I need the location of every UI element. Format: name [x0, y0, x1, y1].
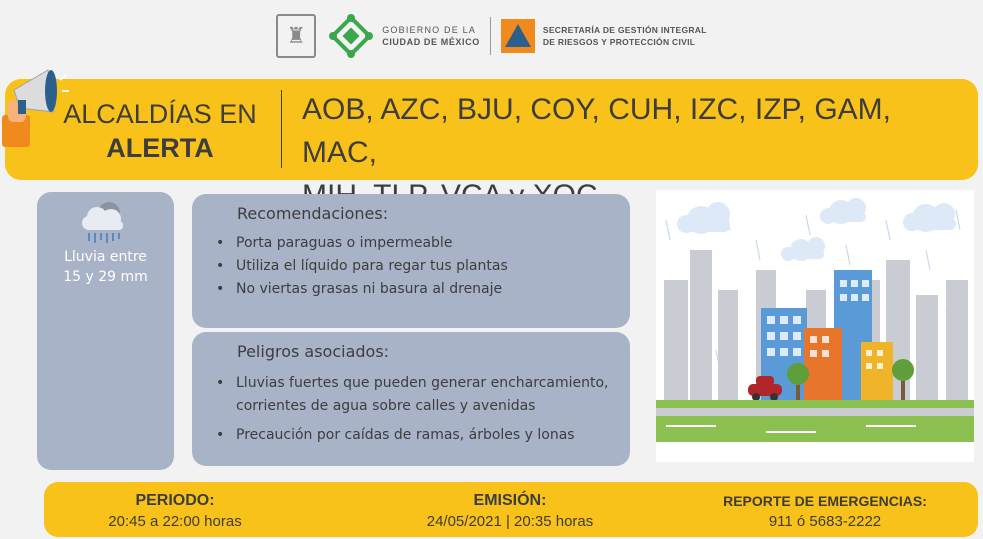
- label-line2: ALERTA: [106, 133, 214, 163]
- emision-section: [380, 490, 640, 532]
- cdmx-logo-icon: [328, 13, 374, 59]
- peligros-list: [216, 372, 626, 447]
- banner-divider: [281, 90, 282, 168]
- peligros-card: [192, 332, 630, 466]
- gobierno-line1: GOBIERNO DE LA: [382, 25, 477, 35]
- alcaldias-en-alerta-label: [60, 97, 260, 165]
- reporte-value: 911 ó 5683-2222: [768, 513, 882, 530]
- emision-value: 24/05/2021 | 20:35 horas: [426, 513, 594, 530]
- peligros-title: Peligros asociados:: [237, 342, 390, 361]
- gobierno-cdmx-text: [382, 24, 480, 48]
- secretaria-line2: DE RIESGOS Y PROTECCIÓN CIVIL: [542, 37, 696, 47]
- secretaria-text: [543, 24, 707, 48]
- list-item: • Porta paraguas o impermeable: [216, 232, 626, 255]
- reporte-label: REPORTE DE EMERGENCIAS:: [723, 493, 927, 509]
- list-item: • No viertas grasas ni basura al drenaje: [216, 278, 626, 301]
- rain-cloud-icon: [75, 199, 137, 247]
- gobierno-line2: CIUDAD DE MÉXICO: [382, 37, 480, 47]
- cdmx-seal-icon: ♜: [276, 14, 316, 58]
- list-item: • Utiliza el líquido para regar tus plantas: [216, 255, 626, 278]
- alcaldias-line1: AOB, AZC, BJU, COY, CUH, IZC, IZP, GAM, MAC,: [302, 93, 891, 169]
- recomendaciones-list: [216, 232, 626, 301]
- reporte-section: [720, 490, 930, 532]
- rain-amount-text: [37, 247, 174, 287]
- periodo-label: PERIODO:: [135, 492, 215, 509]
- proteccion-civil-logo-icon: [501, 19, 535, 53]
- logos: [276, 13, 707, 59]
- header: [0, 0, 983, 72]
- rain-line2: 15 y 29 mm: [63, 269, 148, 285]
- rain-line1: Lluvia entre: [64, 249, 147, 265]
- secretaria-line1: SECRETARÍA DE GESTIÓN INTEGRAL: [542, 25, 707, 35]
- label-line1: ALCALDÍAS EN: [63, 99, 257, 129]
- emision-label: EMISIÓN:: [473, 492, 547, 509]
- list-item: • Precaución por caídas de ramas, árboles y lonas: [216, 424, 626, 447]
- recomendaciones-card: [192, 194, 630, 328]
- list-item: • Lluvias fuertes que pueden generar encharcamiento, corrientes de agua sobre calles y avenidas: [216, 372, 626, 424]
- periodo-section: [90, 490, 260, 532]
- rainy-city-illustration: [656, 190, 974, 462]
- header-divider: [490, 17, 491, 55]
- periodo-value: 20:45 a 22:00 horas: [108, 513, 242, 530]
- recomendaciones-title: Recomendaciones:: [237, 204, 389, 223]
